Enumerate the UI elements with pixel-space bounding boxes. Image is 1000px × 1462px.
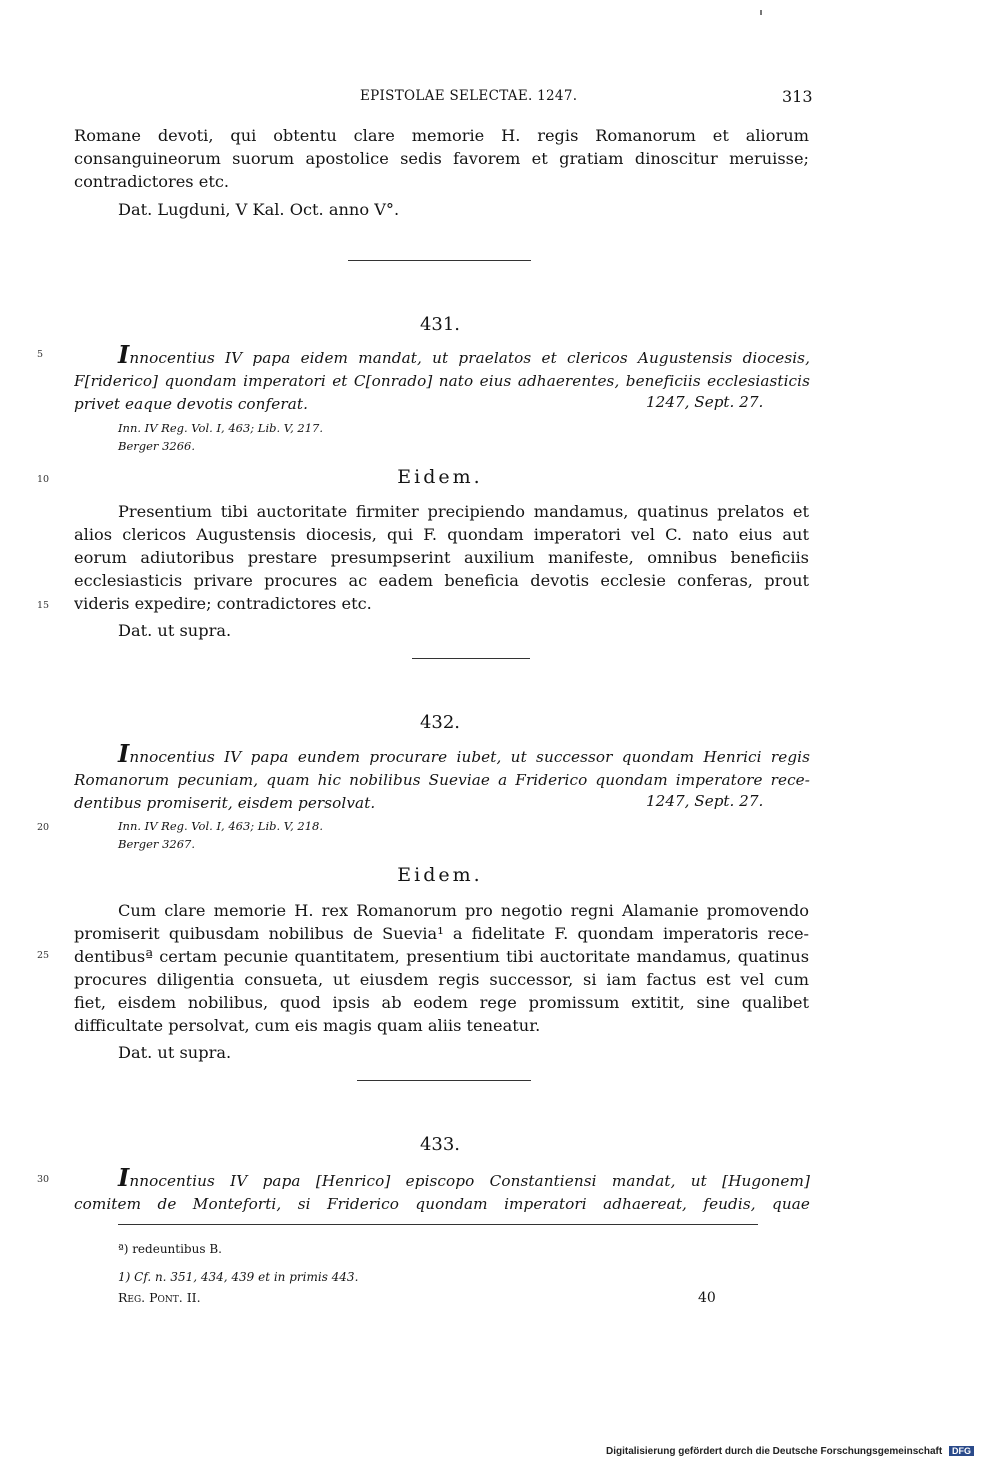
digitization-notice <box>606 1446 974 1457</box>
separator-rule <box>412 658 530 659</box>
register-reference: Inn. IV Reg. Vol. I, 463; Lib. V, 217. <box>118 421 324 435</box>
footnote-note: 1) Cf. n. 351, 434, 439 et in primis 443. <box>118 1270 359 1284</box>
text-line: ecclesiasticis privare procures ac eadem beneficia devotis ecclesie conferas, prout <box>74 571 809 590</box>
text-line: difficultate persolvat, cum eis magis quam aliis teneatur. <box>74 1016 541 1035</box>
register-reference: Berger 3267. <box>118 837 195 851</box>
initial-letter: I <box>118 343 130 369</box>
letter-number: 432. <box>419 712 461 733</box>
opening-paragraph <box>74 124 809 193</box>
summary-line: privet eaque devotis conferat. <box>74 395 309 413</box>
letter-body <box>74 899 809 1037</box>
text-line: alios clericos Augustensis diocesis, qui F. quondam imperatori vel C. nato eius aut <box>74 525 809 544</box>
dfg-logo: DFG <box>949 1446 974 1456</box>
summary-line: dentibus promiserit, eisdem persolvat. <box>74 794 376 812</box>
text-line: promiserit quibusdam nobilibus de Suevia¹ a fidelitate F. quondam imperatoris rece- <box>74 924 809 943</box>
letter-body <box>74 500 809 615</box>
text-line: Romane devoti, qui obtentu clare memorie H. regis Romanorum et aliorum <box>74 126 809 145</box>
text-line: videris expedire; contradictores etc. <box>74 594 372 613</box>
initial-letter: I <box>118 1166 130 1192</box>
summary-line: F[riderico] quondam imperatori et C[onrado] nato eius adhaerentes, beneficiis ecclesiasticis <box>74 372 810 390</box>
signature-right: 40 <box>698 1290 716 1306</box>
margin-line-number: 20 <box>37 822 50 833</box>
summary-line: Innocentius IV papa eundem procurare iubet, ut successor quondam Henrici regis <box>74 742 810 769</box>
text-line: contradictores etc. <box>74 172 230 191</box>
signature-left: Reg. Pont. II. <box>118 1290 201 1305</box>
footnote-variant: ª) redeuntibus B. <box>118 1242 222 1256</box>
initial-letter: I <box>118 742 130 768</box>
margin-line-number: 5 <box>37 349 44 360</box>
footnote-rule <box>118 1224 758 1225</box>
letter-heading: Eidem. <box>397 864 483 886</box>
separator-rule <box>348 260 531 261</box>
letter-date: 1247, Sept. 27. <box>646 393 764 411</box>
letter-number: 433. <box>419 1134 461 1155</box>
dating-clause: Dat. ut supra. <box>118 621 232 640</box>
margin-line-number: 25 <box>37 950 50 961</box>
summary-line: Innocentius IV papa [Henrico] episcopo Constantiensi mandat, ut [Hugonem] <box>74 1166 810 1193</box>
letter-date: 1247, Sept. 27. <box>646 792 764 810</box>
separator-rule <box>357 1080 531 1081</box>
scan-mark <box>760 10 762 15</box>
summary-line: Romanorum pecuniam, quam hic nobilibus Sueviae a Friderico quondam imperatore rece- <box>74 771 810 789</box>
page-number: 313 <box>782 87 813 106</box>
letter-heading: Eidem. <box>397 466 483 488</box>
text-line: consanguineorum suorum apostolice sedis favorem et gratiam dinoscitur meruisse; <box>74 149 809 168</box>
register-reference: Berger 3266. <box>118 439 195 453</box>
text-line: Cum clare memorie H. rex Romanorum pro negotio regni Alamanie promovendo <box>118 901 809 920</box>
dating-clause: Dat. Lugduni, V Kal. Oct. anno V°. <box>118 200 400 219</box>
margin-line-number: 30 <box>37 1174 50 1185</box>
text-line: dentibusª certam pecunie quantitatem, presentium tibi auctoritate mandamus, quatinus <box>74 947 809 966</box>
register-reference: Inn. IV Reg. Vol. I, 463; Lib. V, 218. <box>118 819 324 833</box>
margin-line-number: 10 <box>37 474 50 485</box>
letter-summary <box>74 1166 810 1216</box>
text-line: eorum adiutoribus prestare presumpserint auxilium manifeste, omnibus beneficiis <box>74 548 809 567</box>
dating-clause: Dat. ut supra. <box>118 1043 232 1062</box>
text-line: fiet, eisdem nobilibus, quod ipsis ab eodem rege promissum extitit, sine qualibet <box>74 993 809 1012</box>
letter-number: 431. <box>419 314 461 335</box>
text-line: procures diligentia consueta, ut eiusdem regis successor, si iam factus est vel cum <box>74 970 809 989</box>
running-title: EPISTOLAE SELECTAE. 1247. <box>360 88 578 104</box>
margin-line-number: 15 <box>37 600 50 611</box>
summary-line: comitem de Monteforti, si Friderico quondam imperatori adhaereat, feudis, quae <box>74 1195 810 1213</box>
digitization-text: Digitalisierung gefördert durch die Deutsche Forschungsgemeinschaft <box>606 1446 943 1457</box>
text-line: Presentium tibi auctoritate firmiter precipiendo mandamus, quatinus prelatos et <box>118 502 809 521</box>
summary-line: Innocentius IV papa eidem mandat, ut praelatos et clericos Augustensis diocesis, <box>74 343 810 370</box>
